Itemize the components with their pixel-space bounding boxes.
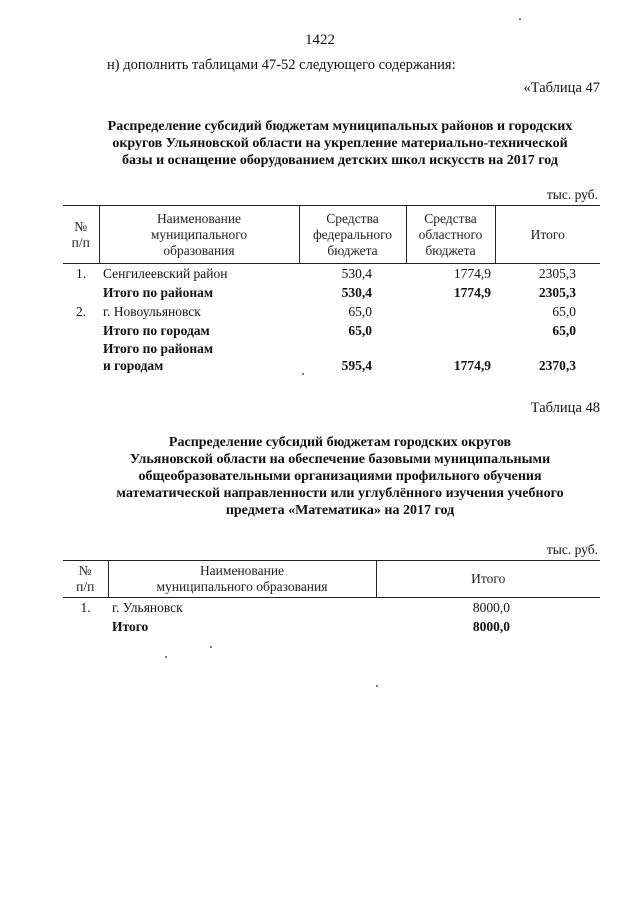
header-federal xyxy=(299,206,406,264)
row-total: 2305,3 xyxy=(538,266,576,281)
table-row xyxy=(63,283,600,302)
table-row xyxy=(63,264,600,284)
grand-total-row xyxy=(63,340,600,374)
header-regional xyxy=(406,206,495,264)
row-regional: 1774,9 xyxy=(453,266,491,281)
row-total: 2370,3 xyxy=(538,358,576,373)
row-name: Сенгилеевский район xyxy=(103,266,228,281)
title-line: Распределение субсидий бюджетам муниципальных районов и городских xyxy=(107,119,573,134)
row-federal: 595,4 xyxy=(341,358,372,373)
header-line: федерального xyxy=(312,226,393,242)
title-line: общеобразовательными организациями профильного обучения xyxy=(138,469,542,484)
header-line: Наименование xyxy=(156,210,242,226)
header-line: Наименование xyxy=(199,563,285,578)
name-line: Итого по районам xyxy=(103,341,214,356)
table-header-row xyxy=(63,561,600,598)
row-total: 2305,3 xyxy=(538,285,576,300)
row-name: г. Ульяновск xyxy=(112,600,183,615)
row-num: 1. xyxy=(75,266,87,281)
scan-speck xyxy=(376,685,378,687)
header-line: Средства xyxy=(326,210,379,226)
header-line: п/п xyxy=(71,234,90,250)
row-total: 8000,0 xyxy=(472,619,510,634)
table-47-title xyxy=(60,118,620,169)
table-row xyxy=(63,302,600,321)
title-line: Распределение субсидий бюджетам городских округов xyxy=(168,435,512,450)
row-num: 1. xyxy=(80,600,91,615)
row-total: 65,0 xyxy=(552,304,576,319)
table-48-label: Таблица 48 xyxy=(530,400,600,416)
row-regional: 1774,9 xyxy=(453,285,491,300)
row-num xyxy=(63,283,99,302)
title-line: предмета «Математика» на 2017 год xyxy=(225,503,455,518)
row-name: Итого по районам xyxy=(103,285,214,300)
name-line: и городам xyxy=(103,358,164,373)
table-row xyxy=(63,321,600,340)
row-regional: 1774,9 xyxy=(453,358,491,373)
row-federal: 530,4 xyxy=(341,266,372,281)
header-line: № xyxy=(74,218,88,234)
table-47 xyxy=(63,205,600,374)
header-total: Итого xyxy=(495,206,600,264)
header-line: муниципального xyxy=(150,226,248,242)
row-name: Итого по городам xyxy=(103,323,210,338)
table-row xyxy=(63,598,600,618)
row-federal: 65,0 xyxy=(348,304,372,319)
row-regional xyxy=(406,302,495,321)
table-47-label: «Таблица 47 xyxy=(523,80,600,96)
table-48-unit: тыс. руб. xyxy=(546,542,598,557)
row-federal: 530,4 xyxy=(341,285,372,300)
row-name: г. Новоульяновск xyxy=(103,304,201,319)
header-line: № xyxy=(78,563,92,578)
row-regional xyxy=(406,321,495,340)
row-name: Итого xyxy=(112,619,149,634)
header-num xyxy=(63,561,108,598)
title-line: базы и оснащение оборудованием детских школ искусств на 2017 год xyxy=(122,153,558,168)
scan-speck xyxy=(519,18,521,20)
table-48-title xyxy=(60,434,620,519)
header-name xyxy=(108,561,376,598)
scan-speck xyxy=(302,373,304,375)
row-total: 65,0 xyxy=(552,323,576,338)
scan-speck xyxy=(165,656,167,658)
header-total: Итого xyxy=(376,561,600,598)
scan-speck xyxy=(210,646,212,648)
table-header-row xyxy=(63,206,600,264)
header-line: бюджета xyxy=(425,242,476,258)
row-total: 8000,0 xyxy=(472,600,510,615)
row-num xyxy=(63,617,108,636)
table-47-unit: тыс. руб. xyxy=(546,187,598,202)
row-num: 2. xyxy=(75,304,87,319)
header-line: образования xyxy=(163,242,235,258)
header-name xyxy=(99,206,299,264)
table-48 xyxy=(63,560,600,636)
page-number: 1422 xyxy=(305,32,335,48)
row-num xyxy=(63,340,99,374)
header-line: п/п xyxy=(76,579,95,594)
row-num xyxy=(63,321,99,340)
title-line: округов Ульяновской области на укрепление материально-технической xyxy=(112,136,568,151)
row-federal: 65,0 xyxy=(348,323,372,338)
intro-text: н) дополнить таблицами 47-52 следующего содержания: xyxy=(107,57,456,73)
header-line: областного xyxy=(418,226,483,242)
header-line: муниципального образования xyxy=(156,579,328,594)
header-line: бюджета xyxy=(327,242,378,258)
title-line: Ульяновской области на обеспечение базовыми муниципальными xyxy=(129,452,551,467)
total-row xyxy=(63,617,600,636)
title-line: математической направленности или углублённого изучения учебного xyxy=(116,486,564,501)
row-name xyxy=(99,340,299,374)
header-num xyxy=(63,206,99,264)
header-line: Средства xyxy=(424,210,477,226)
